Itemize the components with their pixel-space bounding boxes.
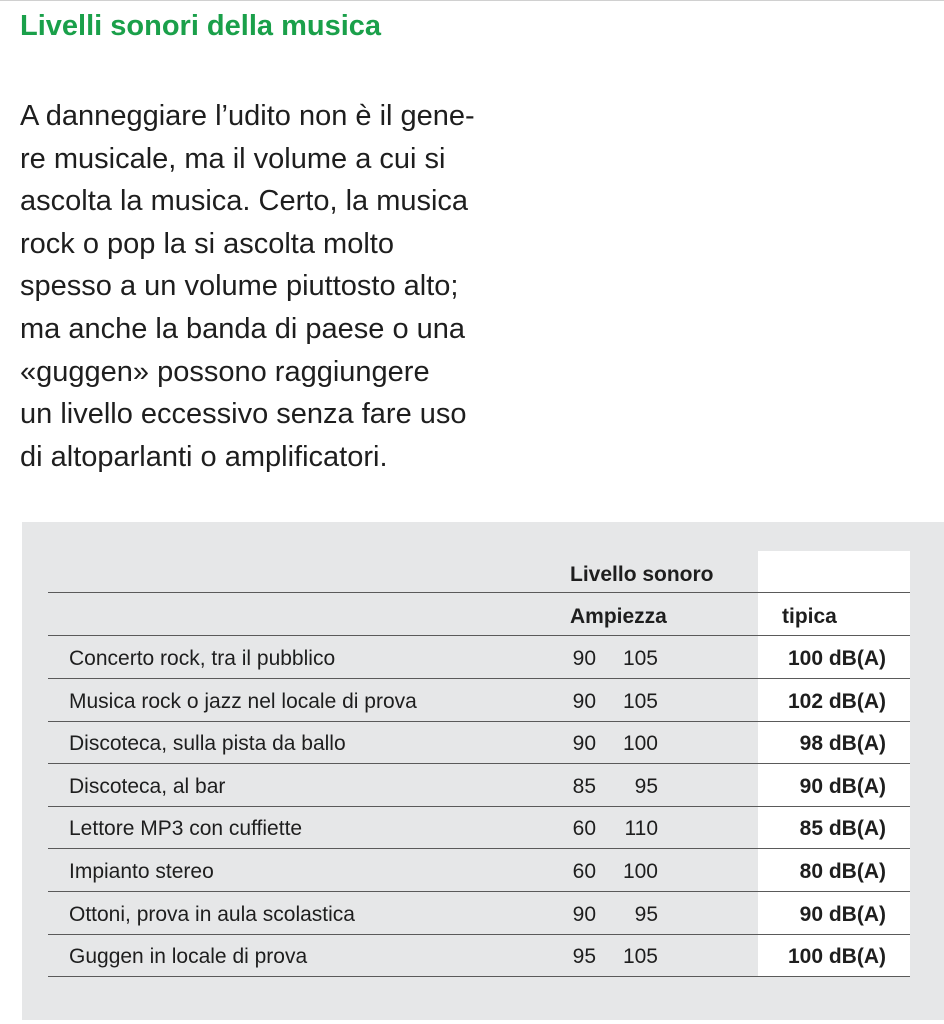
row-range-max: 105	[622, 647, 658, 670]
row-range-max: 100	[622, 732, 658, 755]
intro-line: di altoparlanti o amplificatori.	[20, 440, 388, 473]
row-typical: 100 dB(A)	[787, 647, 886, 670]
row-divider	[48, 976, 910, 977]
row-typical: 100 dB(A)	[787, 945, 886, 968]
row-label: Lettore MP3 con cuffiette	[69, 817, 303, 840]
row-range-min: 60	[572, 817, 596, 840]
row-typical: 98 dB(A)	[799, 732, 886, 755]
row-label: Discoteca, sulla pista da ballo	[69, 732, 346, 755]
intro-line: un livello eccessivo senza fare uso	[20, 398, 467, 431]
row-divider	[48, 806, 910, 807]
row-label: Guggen in locale di prova	[69, 945, 308, 968]
typical-header-box	[758, 551, 910, 593]
row-label: Musica rock o jazz nel locale di prova	[69, 690, 417, 713]
row-range-max: 95	[634, 775, 658, 798]
page-title: Livelli sonori della musica	[20, 10, 382, 42]
intro-line: ma anche la banda di paese o una	[20, 312, 466, 345]
row-typical: 90 dB(A)	[799, 903, 886, 926]
row-range-min: 90	[572, 903, 596, 926]
header-rule	[48, 592, 910, 593]
row-label: Concerto rock, tra il pubblico	[69, 647, 336, 670]
row-divider	[48, 721, 910, 722]
group-header: Livello sonoro	[570, 563, 714, 586]
intro-line: rock o pop la si ascolta molto	[20, 227, 394, 260]
intro-line: ascolta la musica. Certo, la musica	[20, 185, 469, 218]
col-header-typical: tipica	[782, 605, 837, 628]
row-typical: 85 dB(A)	[799, 817, 886, 840]
row-divider	[48, 934, 910, 935]
row-range-min: 95	[572, 945, 596, 968]
row-divider	[48, 763, 910, 764]
row-range-max: 100	[622, 860, 658, 883]
row-divider	[48, 678, 910, 679]
row-label: Discoteca, al bar	[69, 775, 226, 798]
row-label: Ottoni, prova in aula scolastica	[69, 903, 355, 926]
row-range-min: 85	[572, 775, 596, 798]
intro-line: A danneggiare l’udito non è il gene-	[20, 100, 475, 132]
col-header-range: Ampiezza	[570, 605, 667, 628]
row-range-min: 90	[572, 647, 596, 670]
row-divider	[48, 891, 910, 892]
row-label: Impianto stereo	[69, 860, 214, 883]
row-range-min: 60	[572, 860, 596, 883]
row-range-min: 90	[572, 690, 596, 713]
row-typical: 90 dB(A)	[799, 775, 886, 798]
row-range-max: 105	[622, 945, 658, 968]
intro-line: «guggen» possono raggiungere	[20, 355, 430, 388]
intro-paragraph	[20, 95, 540, 478]
row-range-min: 90	[572, 732, 596, 755]
row-range-max: 95	[634, 903, 658, 926]
row-typical: 80 dB(A)	[799, 860, 886, 883]
row-range-max: 110	[624, 817, 658, 840]
intro-line: re musicale, ma il volume a cui si	[20, 142, 446, 175]
row-range-max: 105	[622, 690, 658, 713]
row-typical: 102 dB(A)	[787, 690, 886, 713]
header-rule	[48, 635, 910, 636]
top-divider	[0, 0, 944, 1]
row-divider	[48, 848, 910, 849]
intro-line: spesso a un volume piuttosto alto;	[20, 270, 459, 303]
